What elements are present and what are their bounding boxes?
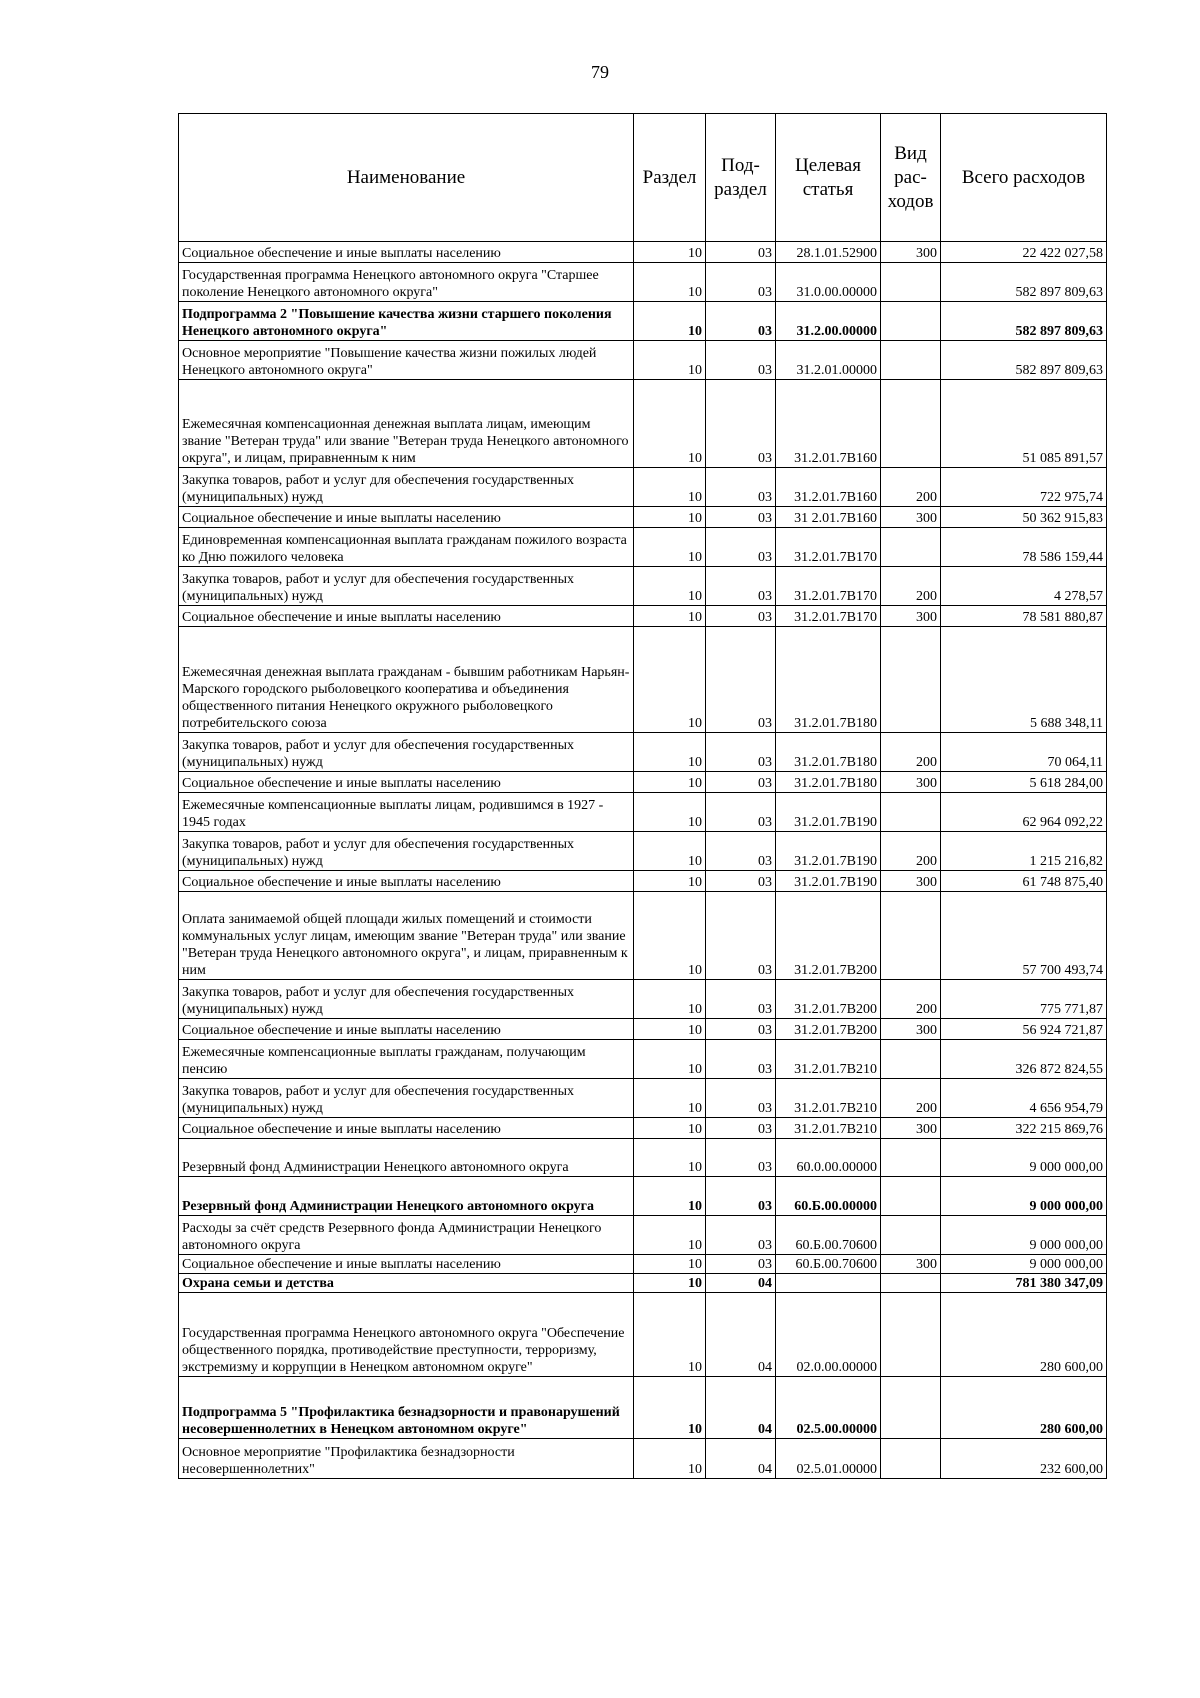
row-vid: [881, 627, 941, 733]
row-total: 322 215 869,76: [941, 1118, 1107, 1139]
row-statya: [776, 1274, 881, 1293]
row-podrazdel: 03: [706, 606, 776, 627]
row-vid: 300: [881, 1019, 941, 1040]
row-razdel: 10: [634, 1118, 706, 1139]
row-podrazdel: 03: [706, 1255, 776, 1274]
row-vid: [881, 1216, 941, 1255]
row-statya: 31.2.01.7В210: [776, 1118, 881, 1139]
row-total: 232 600,00: [941, 1439, 1107, 1479]
row-statya: 31.2.01.7В180: [776, 627, 881, 733]
header-statya: Целевая статья: [776, 114, 881, 242]
row-total: 781 380 347,09: [941, 1274, 1107, 1293]
table-row: [179, 507, 1107, 528]
row-name: Социальное обеспечение и иные выплаты населению: [179, 1019, 634, 1040]
row-statya: 31.2.01.7В170: [776, 528, 881, 567]
table-row: [179, 263, 1107, 302]
table-row: [179, 1274, 1107, 1293]
row-podrazdel: 03: [706, 341, 776, 380]
row-name: Социальное обеспечение и иные выплаты населению: [179, 772, 634, 793]
row-name: Подпрограмма 2 "Повышение качества жизни старшего поколения Ненецкого автономного округа": [179, 302, 634, 341]
table-row: [179, 1177, 1107, 1216]
row-podrazdel: 03: [706, 528, 776, 567]
table-row: [179, 871, 1107, 892]
row-statya: 31.2.01.7В200: [776, 980, 881, 1019]
row-statya: 31.2.01.7В200: [776, 892, 881, 980]
table-row: [179, 1019, 1107, 1040]
row-vid: 200: [881, 832, 941, 871]
row-vid: 300: [881, 606, 941, 627]
row-razdel: 10: [634, 627, 706, 733]
row-total: 22 422 027,58: [941, 242, 1107, 263]
row-podrazdel: 03: [706, 1079, 776, 1118]
row-vid: 300: [881, 772, 941, 793]
row-statya: 31.2.01.7В180: [776, 733, 881, 772]
row-vid: [881, 1139, 941, 1177]
row-name: Закупка товаров, работ и услуг для обеспечения государственных (муниципальных) нужд: [179, 1079, 634, 1118]
row-name: Социальное обеспечение и иные выплаты населению: [179, 871, 634, 892]
row-razdel: 10: [634, 1040, 706, 1079]
row-vid: 300: [881, 1118, 941, 1139]
row-razdel: 10: [634, 892, 706, 980]
row-statya: 02.0.00.00000: [776, 1293, 881, 1377]
table-row: [179, 733, 1107, 772]
row-statya: 31.0.00.00000: [776, 263, 881, 302]
row-total: 326 872 824,55: [941, 1040, 1107, 1079]
row-total: 57 700 493,74: [941, 892, 1107, 980]
row-razdel: 10: [634, 341, 706, 380]
row-statya: 31 2.01.7В160: [776, 507, 881, 528]
row-statya: 28.1.01.52900: [776, 242, 881, 263]
row-vid: [881, 302, 941, 341]
row-total: 280 600,00: [941, 1293, 1107, 1377]
row-razdel: 10: [634, 1019, 706, 1040]
table-row: [179, 1216, 1107, 1255]
row-razdel: 10: [634, 1255, 706, 1274]
row-total: 78 586 159,44: [941, 528, 1107, 567]
row-total: 56 924 721,87: [941, 1019, 1107, 1040]
row-total: 78 581 880,87: [941, 606, 1107, 627]
row-vid: 200: [881, 980, 941, 1019]
row-total: 9 000 000,00: [941, 1139, 1107, 1177]
row-total: 5 618 284,00: [941, 772, 1107, 793]
table-row: [179, 567, 1107, 606]
table-row: [179, 468, 1107, 507]
row-total: 582 897 809,63: [941, 302, 1107, 341]
table-row: [179, 606, 1107, 627]
row-statya: 31.2.01.00000: [776, 341, 881, 380]
table-row: [179, 1040, 1107, 1079]
row-name: Ежемесячные компенсационные выплаты гражданам, получающим пенсию: [179, 1040, 634, 1079]
row-name: Охрана семьи и детства: [179, 1274, 634, 1293]
row-vid: 300: [881, 1255, 941, 1274]
row-total: 582 897 809,63: [941, 263, 1107, 302]
row-statya: 31.2.01.7В210: [776, 1040, 881, 1079]
table-row: [179, 793, 1107, 832]
table-row: [179, 772, 1107, 793]
table-row: [179, 1118, 1107, 1139]
row-statya: 31.2.01.7В170: [776, 567, 881, 606]
row-total: 70 064,11: [941, 733, 1107, 772]
row-vid: 200: [881, 567, 941, 606]
row-statya: 31.2.01.7В160: [776, 380, 881, 468]
row-statya: 60.Б.00.70600: [776, 1255, 881, 1274]
table-row: [179, 1377, 1107, 1439]
row-razdel: 10: [634, 606, 706, 627]
row-vid: [881, 1293, 941, 1377]
row-statya: 60.Б.00.70600: [776, 1216, 881, 1255]
table-header-row: [179, 114, 1107, 242]
row-razdel: 10: [634, 772, 706, 793]
row-name: Закупка товаров, работ и услуг для обеспечения государственных (муниципальных) нужд: [179, 832, 634, 871]
table-row: [179, 341, 1107, 380]
table-row: [179, 380, 1107, 468]
row-razdel: 10: [634, 302, 706, 341]
row-name: Ежемесячные компенсационные выплаты лицам, родившимся в 1927 - 1945 годах: [179, 793, 634, 832]
row-podrazdel: 03: [706, 1177, 776, 1216]
row-razdel: 10: [634, 507, 706, 528]
row-podrazdel: 03: [706, 1040, 776, 1079]
row-podrazdel: 03: [706, 263, 776, 302]
row-razdel: 10: [634, 871, 706, 892]
row-podrazdel: 03: [706, 892, 776, 980]
row-name: Социальное обеспечение и иные выплаты населению: [179, 1118, 634, 1139]
row-podrazdel: 03: [706, 567, 776, 606]
row-statya: 31.2.01.7В190: [776, 832, 881, 871]
row-podrazdel: 03: [706, 871, 776, 892]
row-name: Закупка товаров, работ и услуг для обеспечения государственных (муниципальных) нужд: [179, 468, 634, 507]
header-podrazdel: Под-раздел: [706, 114, 776, 242]
row-name: Единовременная компенсационная выплата гражданам пожилого возраста ко Дню пожилого человека: [179, 528, 634, 567]
row-name: Резервный фонд Администрации Ненецкого автономного округа: [179, 1177, 634, 1216]
row-name: Социальное обеспечение и иные выплаты населению: [179, 606, 634, 627]
row-razdel: 10: [634, 793, 706, 832]
row-statya: 31.2.01.7В190: [776, 871, 881, 892]
row-total: 1 215 216,82: [941, 832, 1107, 871]
row-name: Социальное обеспечение и иные выплаты населению: [179, 1255, 634, 1274]
row-podrazdel: 03: [706, 980, 776, 1019]
row-statya: 31.2.01.7В180: [776, 772, 881, 793]
row-vid: 200: [881, 733, 941, 772]
row-name: Социальное обеспечение и иные выплаты населению: [179, 242, 634, 263]
header-name: Наименование: [179, 114, 634, 242]
row-razdel: 10: [634, 980, 706, 1019]
row-razdel: 10: [634, 832, 706, 871]
table-row: [179, 1255, 1107, 1274]
row-total: 61 748 875,40: [941, 871, 1107, 892]
table-row: [179, 980, 1107, 1019]
row-name: Основное мероприятие "Повышение качества жизни пожилых людей Ненецкого автономного округа": [179, 341, 634, 380]
row-total: 280 600,00: [941, 1377, 1107, 1439]
row-total: 9 000 000,00: [941, 1255, 1107, 1274]
row-name: Расходы за счёт средств Резервного фонда Администрации Ненецкого автономного округа: [179, 1216, 634, 1255]
header-vid: Вид рас-ходов: [881, 114, 941, 242]
row-total: 62 964 092,22: [941, 793, 1107, 832]
row-podrazdel: 04: [706, 1274, 776, 1293]
row-name: Социальное обеспечение и иные выплаты населению: [179, 507, 634, 528]
row-podrazdel: 03: [706, 1139, 776, 1177]
row-vid: 200: [881, 468, 941, 507]
row-statya: 02.5.00.00000: [776, 1377, 881, 1439]
row-podrazdel: 03: [706, 793, 776, 832]
table-row: [179, 302, 1107, 341]
table-row: [179, 1079, 1107, 1118]
row-statya: 60.0.00.00000: [776, 1139, 881, 1177]
row-name: Оплата занимаемой общей площади жилых помещений и стоимости коммунальных услуг лицам, имеющим звание "Ветеран труда" или звание "Ветеран труда Ненецкого автономного округа", и лицам, приравненным к ним: [179, 892, 634, 980]
row-podrazdel: 03: [706, 242, 776, 263]
row-name: Резервный фонд Администрации Ненецкого автономного округа: [179, 1139, 634, 1177]
row-podrazdel: 04: [706, 1293, 776, 1377]
table-body: [179, 242, 1107, 1479]
row-razdel: 10: [634, 1439, 706, 1479]
row-total: 722 975,74: [941, 468, 1107, 507]
row-name: Государственная программа Ненецкого автономного округа "Обеспечение общественного порядка, противодействие преступности, терроризму, экстремизму и коррупции в Ненецком автономном округе": [179, 1293, 634, 1377]
table-row: [179, 627, 1107, 733]
row-podrazdel: 03: [706, 302, 776, 341]
row-razdel: 10: [634, 733, 706, 772]
row-razdel: 10: [634, 242, 706, 263]
row-vid: [881, 528, 941, 567]
row-name: Государственная программа Ненецкого автономного округа "Старшее поколение Ненецкого автономного округа": [179, 263, 634, 302]
row-razdel: 10: [634, 1079, 706, 1118]
row-total: 9 000 000,00: [941, 1216, 1107, 1255]
row-name: Закупка товаров, работ и услуг для обеспечения государственных (муниципальных) нужд: [179, 980, 634, 1019]
row-podrazdel: 03: [706, 832, 776, 871]
row-podrazdel: 03: [706, 627, 776, 733]
table-row: [179, 892, 1107, 980]
row-razdel: 10: [634, 528, 706, 567]
row-statya: 60.Б.00.00000: [776, 1177, 881, 1216]
row-podrazdel: 03: [706, 1118, 776, 1139]
row-vid: [881, 1377, 941, 1439]
table-row: [179, 1139, 1107, 1177]
row-name: Закупка товаров, работ и услуг для обеспечения государственных (муниципальных) нужд: [179, 733, 634, 772]
row-vid: [881, 892, 941, 980]
row-podrazdel: 03: [706, 772, 776, 793]
row-total: 4 656 954,79: [941, 1079, 1107, 1118]
row-name: Ежемесячная денежная выплата гражданам - бывшим работникам Нарьян-Марского городского рыболовецкого кооператива и объединения общественного питания Ненецкого окружного рыболовецкого потребительского союза: [179, 627, 634, 733]
row-podrazdel: 04: [706, 1377, 776, 1439]
row-razdel: 10: [634, 1274, 706, 1293]
row-name: Основное мероприятие "Профилактика безнадзорности несовершеннолетних": [179, 1439, 634, 1479]
header-razdel: Раздел: [634, 114, 706, 242]
row-vid: [881, 263, 941, 302]
table-row: [179, 528, 1107, 567]
row-razdel: 10: [634, 567, 706, 606]
row-total: 9 000 000,00: [941, 1177, 1107, 1216]
row-podrazdel: 03: [706, 380, 776, 468]
row-total: 4 278,57: [941, 567, 1107, 606]
row-podrazdel: 03: [706, 1019, 776, 1040]
row-vid: [881, 793, 941, 832]
row-total: 50 362 915,83: [941, 507, 1107, 528]
row-vid: 300: [881, 507, 941, 528]
row-statya: 31.2.01.7В170: [776, 606, 881, 627]
row-podrazdel: 04: [706, 1439, 776, 1479]
row-podrazdel: 03: [706, 733, 776, 772]
row-name: Подпрограмма 5 "Профилактика безнадзорности и правонарушений несовершеннолетних в Ненецком автономном округе": [179, 1377, 634, 1439]
row-statya: 31.2.01.7В190: [776, 793, 881, 832]
row-razdel: 10: [634, 380, 706, 468]
row-total: 5 688 348,11: [941, 627, 1107, 733]
table-row: [179, 1439, 1107, 1479]
row-razdel: 10: [634, 1293, 706, 1377]
table-row: [179, 242, 1107, 263]
row-total: 51 085 891,57: [941, 380, 1107, 468]
row-statya: 31.2.01.7В160: [776, 468, 881, 507]
table-row: [179, 1293, 1107, 1377]
row-podrazdel: 03: [706, 1216, 776, 1255]
row-statya: 31.2.00.00000: [776, 302, 881, 341]
row-razdel: 10: [634, 1139, 706, 1177]
row-vid: 300: [881, 242, 941, 263]
row-name: Ежемесячная компенсационная денежная выплата лицам, имеющим звание "Ветеран труда" или звание "Ветеран труда Ненецкого автономного округа", и лицам, приравненным к ним: [179, 380, 634, 468]
row-podrazdel: 03: [706, 507, 776, 528]
row-total: 582 897 809,63: [941, 341, 1107, 380]
row-vid: [881, 1274, 941, 1293]
row-razdel: 10: [634, 468, 706, 507]
row-statya: 02.5.01.00000: [776, 1439, 881, 1479]
header-total: Всего расходов: [941, 114, 1107, 242]
row-vid: [881, 1177, 941, 1216]
row-vid: [881, 380, 941, 468]
row-statya: 31.2.01.7В200: [776, 1019, 881, 1040]
row-vid: 200: [881, 1079, 941, 1118]
budget-table: [178, 113, 1107, 1479]
row-statya: 31.2.01.7В210: [776, 1079, 881, 1118]
row-vid: [881, 1439, 941, 1479]
row-razdel: 10: [634, 1177, 706, 1216]
page-number: 79: [591, 62, 609, 82]
row-vid: [881, 341, 941, 380]
row-razdel: 10: [634, 1216, 706, 1255]
row-podrazdel: 03: [706, 468, 776, 507]
row-razdel: 10: [634, 1377, 706, 1439]
row-vid: 300: [881, 871, 941, 892]
row-name: Закупка товаров, работ и услуг для обеспечения государственных (муниципальных) нужд: [179, 567, 634, 606]
table-row: [179, 832, 1107, 871]
row-razdel: 10: [634, 263, 706, 302]
row-total: 775 771,87: [941, 980, 1107, 1019]
row-vid: [881, 1040, 941, 1079]
